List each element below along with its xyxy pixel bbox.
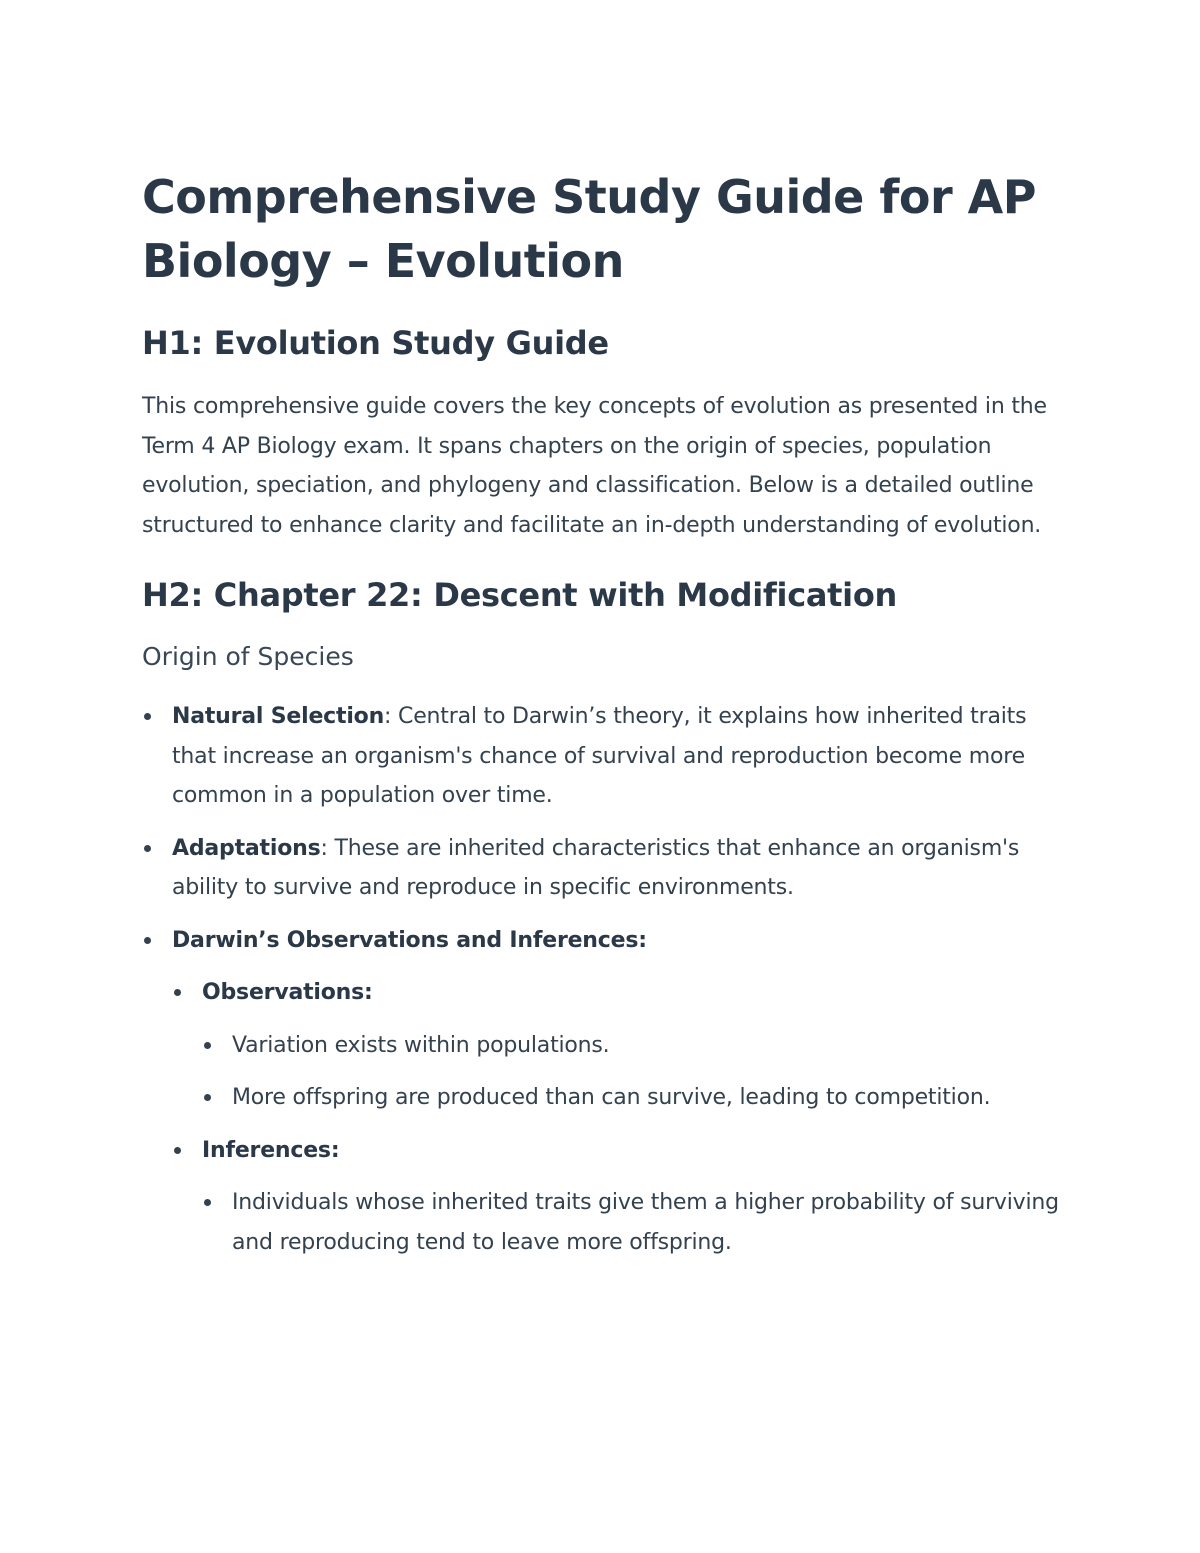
section-heading-evolution-study-guide: H1: Evolution Study Guide [142,324,609,362]
term-natural-selection: Natural Selection [172,704,385,729]
concept-list [142,697,1062,1262]
list-item-inferences [172,1131,1062,1263]
term-inferences: Inferences: [202,1137,340,1163]
bullet-icon [144,845,151,852]
nested-list [172,973,1062,1262]
inference-text: Individuals whose inherited traits give them a higher probability of surviving and reproducing tend to leave more offspring. [232,1190,1059,1255]
subheading-origin-of-species: Origin of Species [142,642,354,671]
list-item-observations [172,973,1062,1118]
observation-text: More offspring are produced than can survive, leading to competition. [232,1085,991,1110]
list-item [202,1078,1062,1118]
intro-paragraph: This comprehensive guide covers the key concepts of evolution as presented in the Term 4 AP Biology exam. It spans chapters on the origin of species, population evolution, speciation, and phylogeny and classification. Below is a detailed outline structured to enhance clarity and facilitate an in-depth understanding of evolution. [142,394,1047,538]
bullet-icon [174,989,181,996]
term-darwins-observations: Darwin’s Observations and Inferences: [172,927,647,953]
bullet-icon [144,937,151,944]
nested-list [202,1026,1062,1118]
definition-adaptations: : These are inherited characteristics that enhance an organism's ability to survive and reproduce in specific environments. [172,835,1020,900]
bullet-icon [174,1147,181,1154]
list-item-darwins-observations [142,921,1062,1263]
list-item [202,1183,1062,1262]
term-observations: Observations: [202,980,373,1005]
definition-natural-selection: : Central to Darwin’s theory, it explains how inherited traits that increase an organism's chance of survival and reproduction become more common in a population over time. [172,704,1027,808]
bullet-icon [204,1042,211,1049]
observation-text: Variation exists within populations. [232,1032,610,1058]
chapter-heading: H2: Chapter 22: Descent with Modification [142,576,897,614]
document-page [142,165,1062,1275]
bullet-icon [204,1094,211,1101]
bullet-icon [144,713,151,720]
bullet-icon [204,1199,211,1206]
document-title: Comprehensive Study Guide for AP Biology – Evolution [142,170,1036,288]
term-adaptations: Adaptations [172,835,321,861]
list-item [202,1026,1062,1066]
list-item-adaptations [142,829,1062,908]
list-item-natural-selection [142,697,1062,816]
nested-list [202,1183,1062,1262]
